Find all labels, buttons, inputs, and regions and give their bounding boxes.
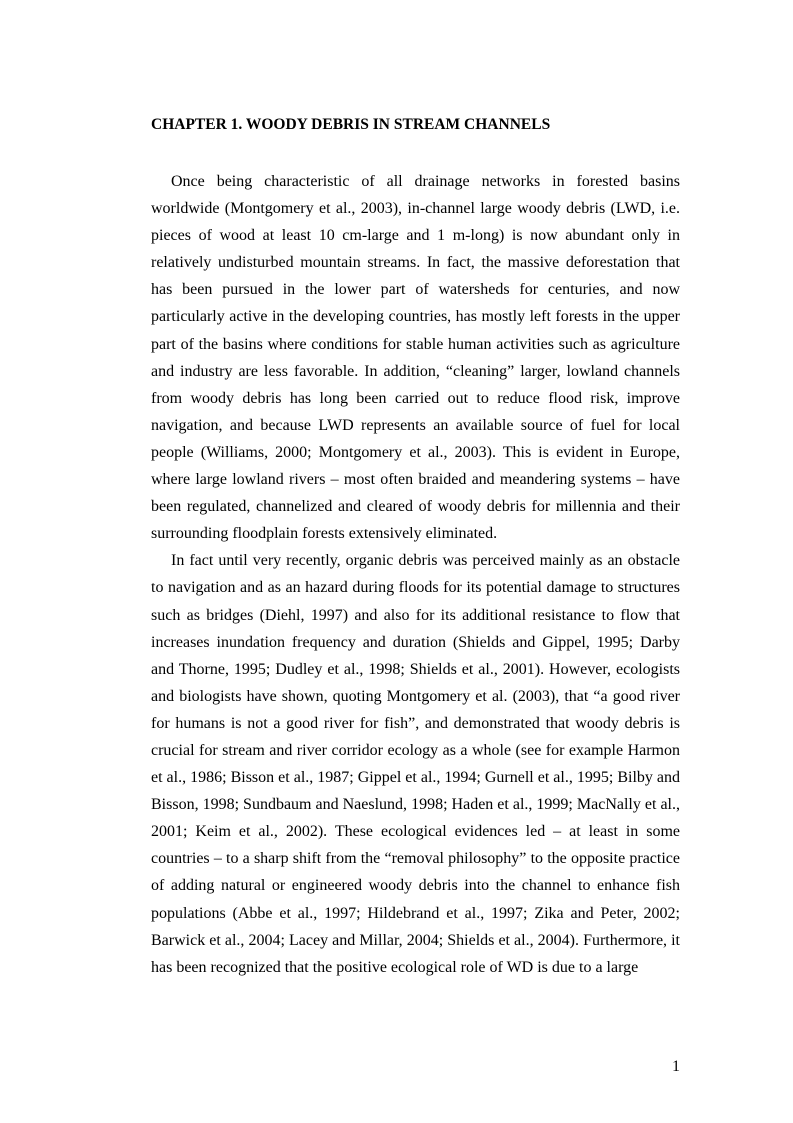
paragraph-1: Once being characteristic of all drainage networks in forested basins worldwide (Montgomery et al., 2003), in-channel large woody debris (LWD, i.e. pieces of wood at least 10 cm-large and 1 m-long) is now abundant only in relatively undisturbed mountain streams. In fact, the massive deforestation that has been pursued in the lower part of watersheds for centuries, and now particularly active in the developing countries, has mostly left forests in the upper part of the basins where conditions for stable human activities such as agriculture and industry are less favorable. In addition, “cleaning” larger, lowland channels from woody debris has long been carried out to reduce flood risk, improve navigation, and because LWD represents an available source of fuel for local people (Williams, 2000; Montgomery et al., 2003). This is evident in Europe, where large lowland rivers – most often braided and meandering systems – have been regulated, channelized and cleared of woody debris for millennia and their surrounding floodplain forests extensively eliminated. bbox=[151, 173, 680, 543]
chapter-title: CHAPTER 1. WOODY DEBRIS IN STREAM CHANNELS bbox=[151, 116, 551, 133]
body-text bbox=[151, 168, 680, 981]
paragraph-2: In fact until very recently, organic debris was perceived mainly as an obstacle to navigation and as an hazard during floods for its potential damage to structures such as bridges (Diehl, 1997) and also for its additional resistance to flow that increases inundation frequency and duration (Shields and Gippel, 1995; Darby and Thorne, 1995; Dudley et al., 1998; Shields et al., 2001). However, ecologists and biologists have shown, quoting Montgomery et al. (2003), that “a good river for humans is not a good river for fish”, and demonstrated that woody debris is crucial for stream and river corridor ecology as a whole (see for example Harmon et al., 1986; Bisson et al., 1987; Gippel et al., 1994; Gurnell et al., 1995; Bilby and Bisson, 1998; Sundbaum and Naeslund, 1998; Haden et al., 1999; MacNally et al., 2001; Keim et al., 2002). These ecological evidences led – at least in some countries – to a sharp shift from the “removal philosophy” to the opposite practice of adding natural or engineered woody debris into the channel to enhance fish populations (Abbe et al., 1997; Hildebrand et al., 1997; Zika and Peter, 2002; Barwick et al., 2004; Lacey and Millar, 2004; Shields et al., 2004). Furthermore, it has been recognized that the positive ecological role of WD is due to a large bbox=[151, 552, 680, 976]
page-number: 1 bbox=[672, 1058, 680, 1075]
